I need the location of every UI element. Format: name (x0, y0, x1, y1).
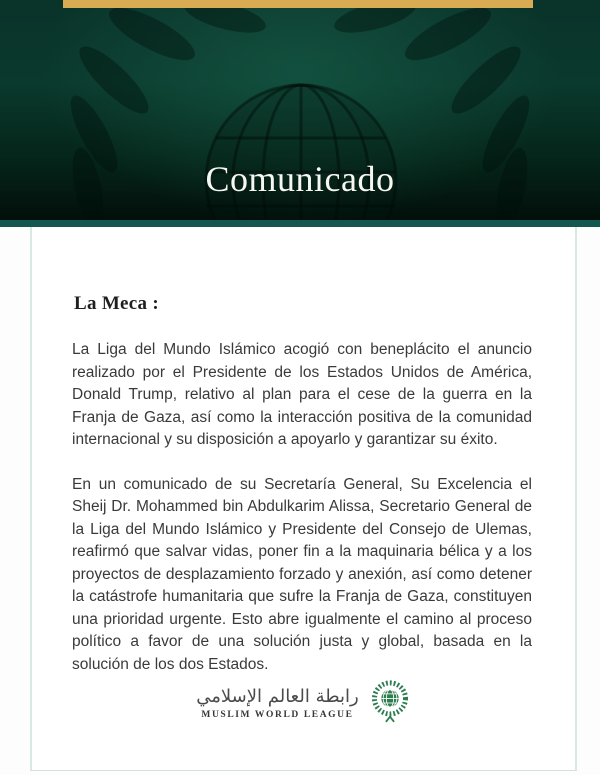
logo-org-name: MUSLIM WORLD LEAGUE (201, 709, 354, 720)
teal-accent-strip (0, 220, 600, 227)
paragraph-statement: En un comunicado de su Secretaría General, Su Excelencia el Sheij Dr. Mohammed bin Abdulkarim Alissa, Secretario General de la Liga del Mundo Islámico y Presidente del Consejo de Ulemas, reafirmó que salvar vidas, poner fin a la maquinaria bélica y a los proyectos de desplazamiento forzado y anexión, así como detener la catástrofe humanitaria que sufre la Franja de Gaza, constituyen una prioridad urgente. Esto abre igualmente el camino al proceso político a favor de una solución justa y global, basada en la solución de los dos Estados. (72, 475, 532, 673)
gold-accent-bar (63, 0, 533, 8)
communique-body (72, 339, 532, 676)
page-title: Comunicado (205, 159, 395, 199)
communique-card (30, 227, 577, 771)
muslim-world-league-logo (32, 679, 575, 727)
dateline-heading: La Meca : (74, 293, 159, 314)
logo-arabic-calligraphy: رابطة العالم الإسلامي (196, 685, 359, 707)
globe-wreath-emblem-icon (369, 679, 411, 727)
paragraph-announcement: La Liga del Mundo Islámico acogió con beneplácito el anuncio realizado por el Presidente de los Estados Unidos de América, Donald Trump, relativo al plan para el cese de la guerra en la Franja de Gaza, así como la interacción positiva de la comunidad internacional y su disposición a apoyarlo y garantizar su éxito. (72, 341, 532, 448)
logo-text-column (196, 687, 358, 720)
press-release-header (0, 0, 600, 220)
